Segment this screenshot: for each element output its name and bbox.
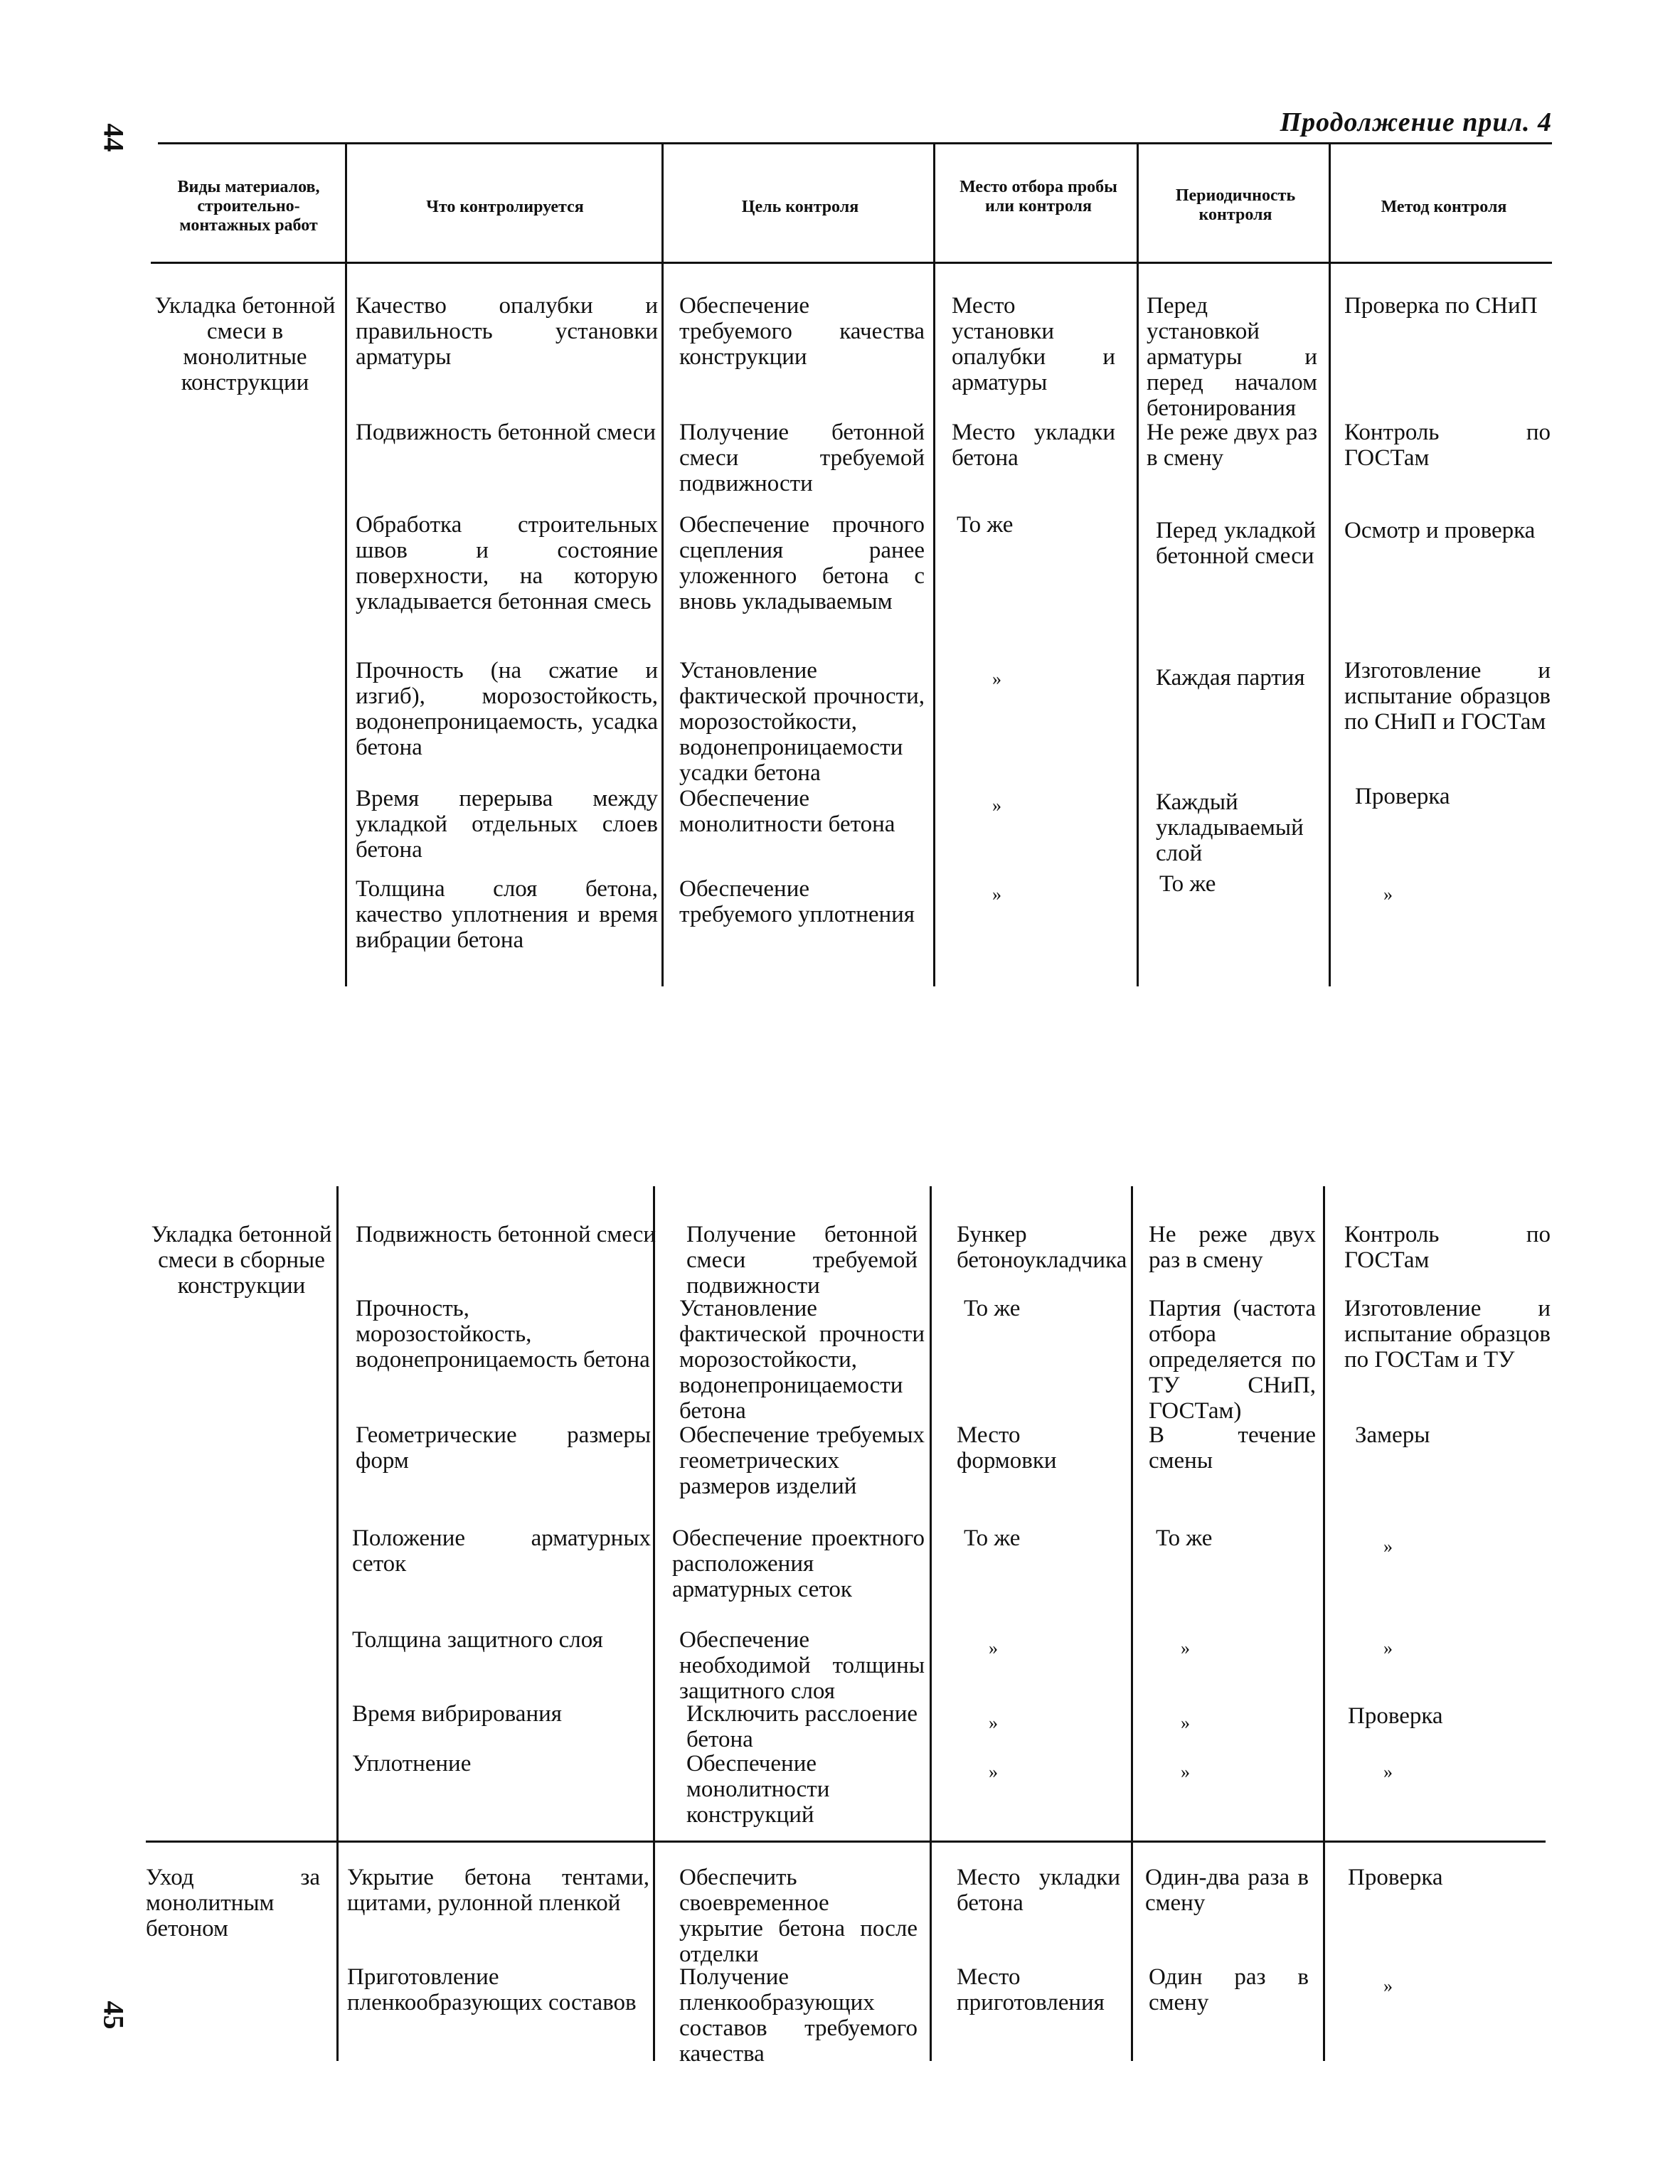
table-row-13-place-ditto: » (989, 1762, 998, 1782)
table-row-3-goal: Обеспечение прочного сцепления ранее уложенного бетона с вновь укладываемым (679, 512, 925, 614)
table-row-1-goal: Обеспечение требуемого качества конструкции (679, 293, 925, 370)
table-row-6-goal: Обеспечение требуемого уплотнения (679, 876, 915, 927)
table-row-3-method: Осмотр и проверка (1344, 518, 1536, 543)
upper-col-divider-4 (1137, 144, 1139, 986)
header-col-what: Что контролируется (426, 198, 584, 216)
table-row-3-place: То же (957, 512, 1014, 538)
table-row-1-place: Место установки опалубки и арматуры (952, 293, 1115, 395)
lower-col-divider-5 (1323, 1186, 1325, 2061)
header-top-rule (158, 142, 1552, 144)
table-row-7-goal: Получение бетонной смеси требуемой подвижности (686, 1222, 918, 1299)
table-row-15-place: Место приготовления (957, 1964, 1105, 2015)
table-row-15-period: Один раз в смену (1149, 1964, 1309, 2015)
table-row-8-goal: Установление фактической прочности морозостойкости, водонепроницаемости бетона (679, 1296, 925, 1424)
table-row-4-method: Изготовление и испытание образцов по СНиП и ГОСТам (1344, 658, 1551, 735)
table-row-9-what: Геометрические размеры форм (356, 1422, 651, 1474)
table-row-5-place-ditto: » (992, 795, 1001, 816)
table-row-14-method: Проверка (1348, 1865, 1443, 1890)
table-row-4-place-ditto: » (992, 668, 1001, 689)
table-row-14-place: Место укладки бетона (957, 1865, 1120, 1916)
table-row-2-goal: Получение бетонной смеси требуемой подвижности (679, 420, 925, 496)
table-row-8-period: Партия (частота отбора определяется по ТУ СНиП, ГОСТам) (1149, 1296, 1316, 1424)
table-row-7-place: Бункер бетоноукладчика (957, 1222, 1127, 1273)
lower-col-divider-2 (653, 1186, 655, 2061)
table-row-10-period: То же (1156, 1525, 1213, 1551)
table-row-6-what: Толщина слоя бетона, качество уплотнения и время вибрации бетона (356, 876, 658, 953)
table-row-9-period: В течение смены (1149, 1422, 1316, 1474)
table-row-12-what: Время вибрирования (352, 1701, 562, 1727)
table-row-13-what: Уплотнение (352, 1751, 472, 1777)
table-row-14-period: Один-два раза в смену (1145, 1865, 1309, 1916)
lower-col-divider-4 (1131, 1186, 1133, 2061)
table-row-9-goal: Обеспечение требуемых геометрических размеров изделий (679, 1422, 925, 1499)
table-row-12-goal: Исключить расслоение бетона (686, 1701, 918, 1752)
table-row-10-place: То же (964, 1525, 1021, 1551)
table-row-4-period: Каждая партия (1156, 665, 1305, 691)
upper-col-divider-2 (661, 144, 664, 986)
table-row-13-method-ditto: » (1383, 1762, 1393, 1782)
table-row-5-what: Время перерыва между укладкой отдельных слоев бетона (356, 786, 658, 863)
table-row-8-place: То же (964, 1296, 1021, 1321)
section-title-monolithic: Укладка бетонной смеси в монолитные конструкции (154, 293, 336, 395)
lower-col-divider-1 (336, 1186, 339, 2061)
lower-col-divider-3 (930, 1186, 932, 2061)
header-col-types: Виды материалов, строительно-монтажных работ (177, 178, 320, 235)
section-title-curing: Уход за монолитным бетоном (146, 1865, 320, 1941)
table-row-10-what: Положение арматурных сеток (352, 1525, 651, 1577)
table-row-12-period-ditto: » (1181, 1712, 1190, 1733)
table-row-14-goal: Обеспечить своевременное укрытие бетона после отделки (679, 1865, 918, 1967)
table-row-5-goal: Обеспечение монолитности бетона (679, 786, 895, 837)
table-row-6-period: То же (1159, 871, 1216, 897)
table-row-10-method-ditto: » (1383, 1536, 1393, 1557)
table-row-9-method: Замеры (1355, 1422, 1430, 1448)
table-row-4-goal: Установление фактической прочности, морозостойкости, водонепроницаемости усадки бетона (679, 658, 925, 786)
table-row-9-place: Место формовки (957, 1422, 1057, 1474)
continuation-label: Продолжение прил. 4 (1280, 107, 1552, 137)
table-row-7-period: Не реже двух раз в смену (1149, 1222, 1316, 1273)
table-row-10-goal: Обеспечение проектного расположения арматурных сеток (672, 1525, 925, 1602)
section-title-precast: Укладка бетонной смеси в сборные конструкции (151, 1222, 332, 1299)
table-row-15-method-ditto: » (1383, 1976, 1393, 1996)
upper-col-divider-1 (345, 144, 347, 986)
table-row-15-goal: Получение пленкообразующих составов требуемого качества (679, 1964, 918, 2067)
page-number-bottom: 45 (97, 2001, 130, 2030)
table-row-12-place-ditto: » (989, 1712, 998, 1733)
header-col-method: Метод контроля (1381, 198, 1507, 216)
table-row-15-what: Приготовление пленкообразующих составов (347, 1964, 637, 2015)
upper-col-divider-3 (933, 144, 935, 986)
header-col-goal: Цель контроля (741, 198, 859, 216)
table-row-1-method: Проверка по СНиП (1344, 293, 1538, 319)
table-row-4-what: Прочность (на сжатие и изгиб), морозостойкость, водонепроницаемость, усадка бетона (356, 658, 658, 760)
table-row-2-method: Контроль по ГОСТам (1344, 420, 1551, 471)
table-row-3-what: Обработка строительных швов и состояние поверхности, на которую укладывается бетонная смесь (356, 512, 658, 614)
page-number-top: 44 (97, 123, 130, 152)
table-row-2-period: Не реже двух раз в смену (1147, 420, 1317, 471)
table-row-7-what: Подвижность бетонной смеси (356, 1222, 656, 1247)
table-row-11-method-ditto: » (1383, 1638, 1393, 1658)
table-row-8-method: Изготовление и испытание образцов по ГОСТам и ТУ (1344, 1296, 1551, 1373)
table-row-11-goal: Обеспечение необходимой толщины защитного слоя (679, 1627, 925, 1704)
table-row-7-method: Контроль по ГОСТам (1344, 1222, 1551, 1273)
upper-col-divider-5 (1329, 144, 1331, 986)
table-row-11-period-ditto: » (1181, 1638, 1190, 1658)
table-row-5-method: Проверка (1355, 784, 1450, 809)
table-row-5-period: Каждый укладываемый слой (1156, 789, 1304, 866)
table-row-8-what: Прочность, морозостойкость, водонепроницаемость бетона (356, 1296, 650, 1373)
table-row-14-what: Укрытие бетона тентами, щитами, рулонной пленкой (347, 1865, 649, 1916)
table-row-11-what: Толщина защитного слоя (352, 1627, 603, 1653)
table-row-3-period: Перед укладкой бетонной смеси (1156, 518, 1316, 569)
table-row-1-what: Качество опалубки и правильность установки арматуры (356, 293, 658, 370)
table-row-13-period-ditto: » (1181, 1762, 1190, 1782)
section-divider (146, 1841, 1546, 1843)
table-row-6-method-ditto: » (1383, 884, 1393, 905)
table-row-12-method: Проверка (1348, 1703, 1443, 1729)
table-row-2-place: Место укладки бетона (952, 420, 1115, 471)
table-row-2-what: Подвижность бетонной смеси (356, 420, 656, 445)
header-col-place: Место отбора пробы или контроля (959, 178, 1117, 215)
table-row-11-place-ditto: » (989, 1638, 998, 1658)
table-row-1-period: Перед установкой арматуры и перед началом бетонирования (1147, 293, 1317, 421)
table-row-6-place-ditto: » (992, 884, 1001, 905)
header-bottom-rule (151, 262, 1552, 264)
table-row-13-goal: Обеспечение монолитности конструкций (686, 1751, 830, 1828)
header-col-period: Периодичность контроля (1175, 186, 1296, 224)
